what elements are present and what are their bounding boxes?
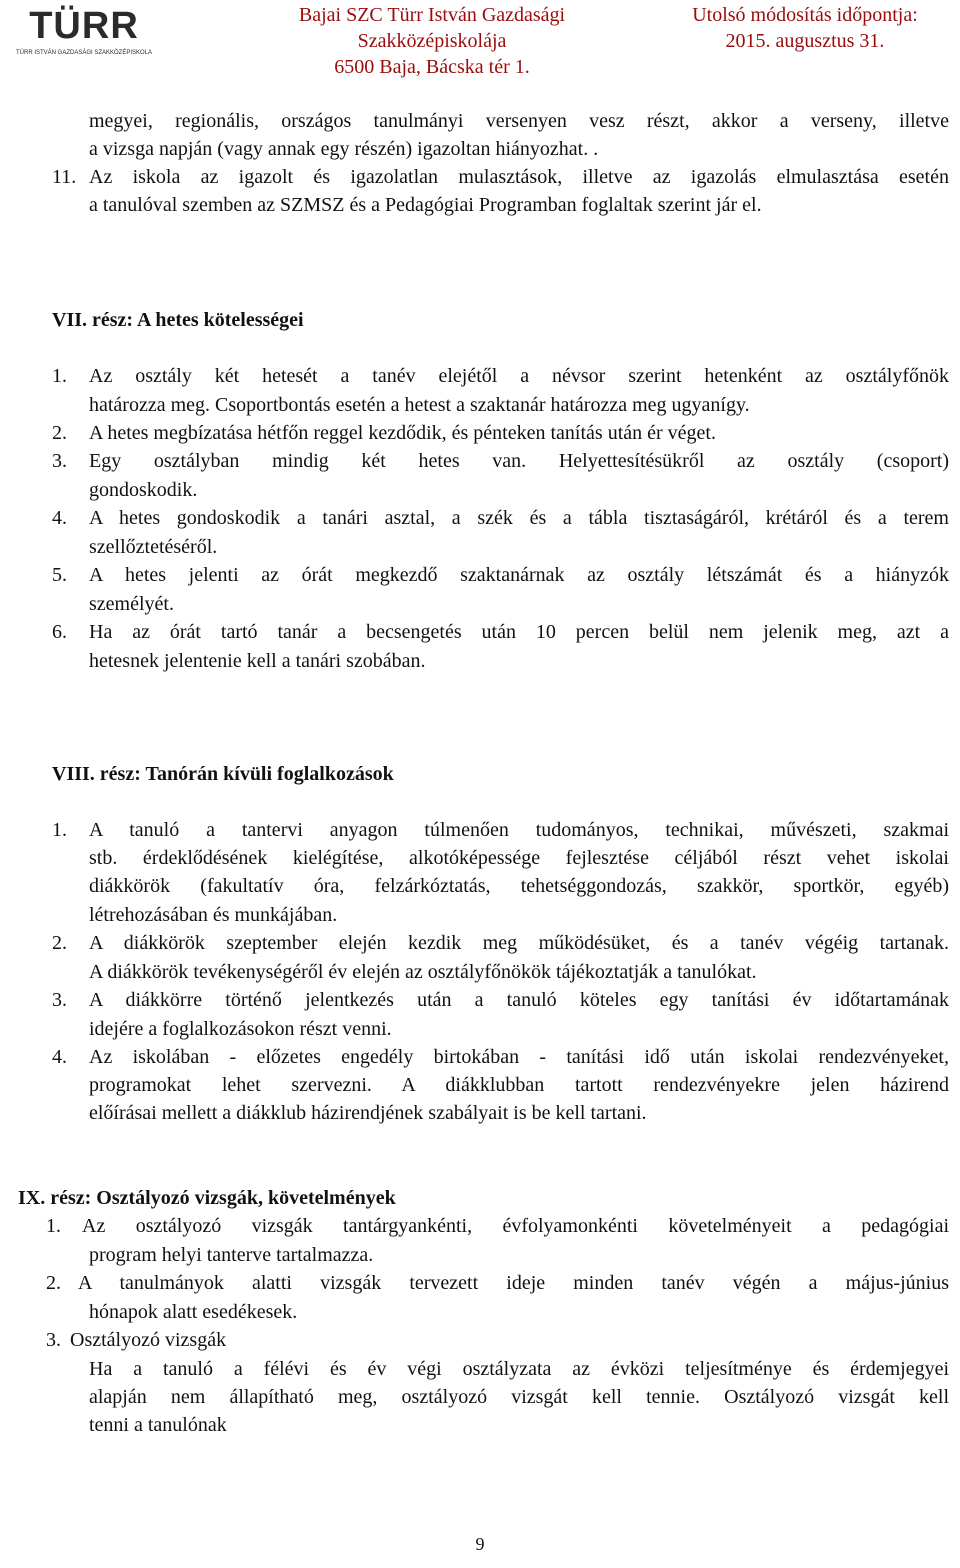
item-number: 5.: [52, 564, 67, 586]
paragraph-line: Egy osztályban mindig két hetes van. Helyettesítésükről az osztály (csoport): [89, 450, 949, 472]
item-number: 11.: [52, 166, 77, 188]
item-number: 1.: [52, 365, 67, 387]
update-date: 2015. augusztus 31.: [725, 30, 885, 52]
paragraph-line: A hetes jelenti az órát megkezdő szaktanárnak az osztály létszámát és a hiányzók: [89, 564, 949, 586]
update-info: [660, 2, 950, 54]
page-header: [0, 0, 960, 84]
paragraph-line: A tanulmányok alatti vizsgák tervezett ideje minden tanév végén a május-június: [78, 1272, 949, 1294]
item-number: 1.: [52, 819, 67, 841]
item-number: 2.: [46, 1272, 61, 1294]
paragraph-line: határozza meg. Csoportbontás esetén a hetest a szaktanár határozza meg ugyanígy.: [89, 394, 750, 416]
svg-text:TÜRR ISTVÁN GAZDASÁGI SZAKKÖZÉ: TÜRR ISTVÁN GAZDASÁGI SZAKKÖZÉPISKOLA: [15, 50, 153, 56]
paragraph-line: program helyi tanterve tartalmazza.: [89, 1244, 374, 1266]
item-number: 6.: [52, 621, 67, 643]
page-number: 9: [475, 1534, 485, 1554]
paragraph-line: létrehozásában és munkájában.: [89, 904, 338, 926]
paragraph-line: A diákkörre történő jelentkezés után a tanuló köteles egy tanítási év időtartamának: [89, 989, 949, 1011]
item-number: 3.: [46, 1329, 61, 1351]
school-info: [272, 2, 592, 80]
item-number: 2.: [52, 932, 67, 954]
section-heading: VIII. rész: Tanórán kívüli foglalkozások: [52, 763, 394, 785]
paragraph-line: Az iskolában - előzetes engedély birtokában - tanítási idő után iskolai rendezvényeket,: [89, 1046, 949, 1068]
section-heading: VII. rész: A hetes kötelességei: [52, 309, 304, 331]
paragraph-line: diákkörök (fakultatív óra, felzárkóztatás, tehetséggondozás, szakkör, sportkör, egyéb): [89, 875, 949, 897]
item-number: 4.: [52, 1046, 67, 1068]
paragraph-line: tenni a tanulónak: [89, 1414, 227, 1436]
paragraph-line: A diákkörök tevékenységéről év elején az osztályfőnökök tájékoztatják a tanulókat.: [89, 961, 757, 983]
paragraph-line: Az osztályozó vizsgák tantárgyankénti, évfolyamonkénti követelményeit a pedagógiai: [82, 1215, 949, 1237]
school-name-line1: Bajai SZC Türr István Gazdasági: [298, 4, 566, 26]
paragraph-line: Osztályozó vizsgák: [70, 1329, 227, 1351]
item-number: 2.: [52, 422, 67, 444]
paragraph-line: megyei, regionális, országos tanulmányi versenyen vesz részt, akkor a verseny, illetve: [89, 110, 949, 132]
update-label: Utolsó módosítás időpontja:: [692, 4, 918, 26]
paragraph-line: előírásai mellett a diákklub házirendjének szabályait is be kell tartani.: [89, 1102, 647, 1124]
paragraph-line: a tanulóval szemben az SZMSZ és a Pedagógiai Programban foglaltak szerint jár el.: [89, 194, 762, 216]
paragraph-line: Ha az órát tartó tanár a becsengetés után 10 percen belül nem jelenik meg, azt a: [89, 621, 949, 643]
paragraph-line: Ha a tanuló a félévi és év végi osztályzata az évközi teljesítménye és érdemjegyei: [89, 1358, 949, 1380]
paragraph-line: A hetes gondoskodik a tanári asztal, a szék és a tábla tisztaságáról, krétáról és a terem: [89, 507, 949, 529]
paragraph-line: szellőztetéséről.: [89, 536, 218, 558]
svg-text:TÜRR: TÜRR: [29, 5, 139, 47]
school-logo: [14, 4, 154, 58]
paragraph-line: stb. érdeklődésének kielégítése, alkotóképessége fejlesztése céljából részt vehet iskolai: [89, 847, 949, 869]
item-number: 4.: [52, 507, 67, 529]
paragraph-line: A hetes megbízatása hétfőn reggel kezdődik, és pénteken tanítás után ér véget.: [89, 422, 716, 444]
school-address: 6500 Baja, Bácska tér 1.: [334, 56, 530, 78]
paragraph-line: személyét.: [89, 593, 174, 615]
item-number: 3.: [52, 450, 67, 472]
item-number: 1.: [46, 1215, 61, 1237]
paragraph-line: gondoskodik.: [89, 479, 198, 501]
paragraph-line: A tanuló a tantervi anyagon túlmenően tudományos, technikai, művészeti, szakmai: [89, 819, 949, 841]
paragraph-line: Az iskola az igazolt és igazolatlan mulasztások, illetve az igazolás elmulasztása esetén: [89, 166, 949, 188]
section-heading: IX. rész: Osztályozó vizsgák, követelmények: [18, 1187, 396, 1209]
paragraph-line: a vizsga napján (vagy annak egy részén) igazoltan hiányozhat. .: [89, 138, 599, 160]
paragraph-line: hetesnek jelentenie kell a tanári szobában.: [89, 650, 426, 672]
paragraph-line: Az osztály két hetesét a tanév elejétől a névsor szerint hetenként az osztályfőnök: [89, 365, 949, 387]
item-number: 3.: [52, 989, 67, 1011]
paragraph-line: programokat lehet szervezni. A diákklubban tartott rendezvényekre jelen házirend: [89, 1074, 949, 1096]
school-name-line2: Szakközépiskolája: [357, 30, 507, 52]
paragraph-line: hónapok alatt esedékesek.: [89, 1301, 298, 1323]
paragraph-line: idejére a foglalkozásokon részt venni.: [89, 1018, 392, 1040]
paragraph-line: alapján nem állapítható meg, osztályozó vizsgát kell tennie. Osztályozó vizsgát kell: [89, 1386, 949, 1408]
paragraph-line: A diákkörök szeptember elején kezdik meg működésüket, és a tanév végéig tartanak.: [89, 932, 949, 954]
